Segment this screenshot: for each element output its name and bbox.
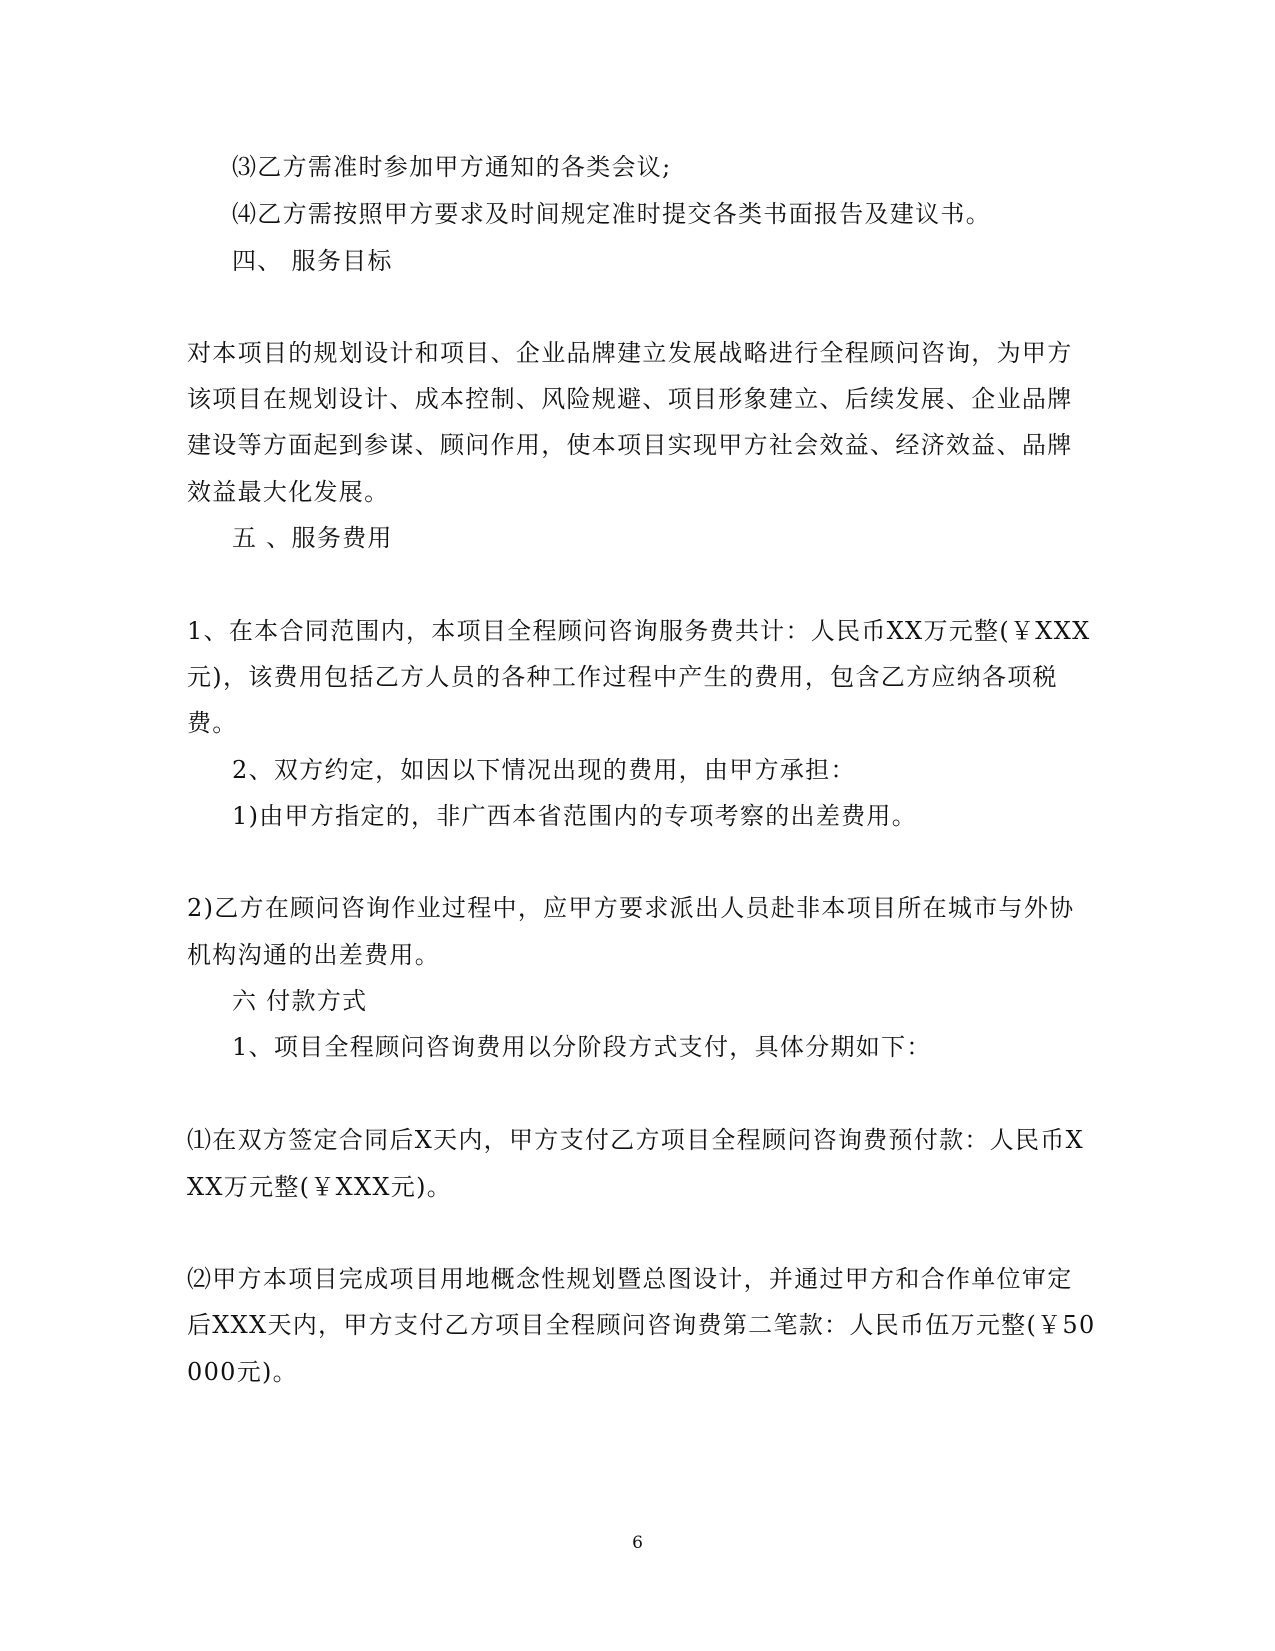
paragraph-line: 2)乙方在顾问咨询作业过程中，应甲方要求派出人员赴非本项目所在城市与外协 <box>187 894 1075 922</box>
paragraph-line: ⑴在双方签定合同后X天内，甲方支付乙方项目全程顾问咨询费预付款：人民币X <box>187 1126 1084 1154</box>
paragraph-line: 建设等方面起到参谋、顾问作用，使本项目实现甲方社会效益、经济效益、品牌 <box>187 431 1073 459</box>
paragraph-line: 1)由甲方指定的，非广西本省范围内的专项考察的出差费用。 <box>232 802 918 830</box>
clause-4-item: ⑷乙方需按照甲方要求及时间规定准时提交各类书面报告及建议书。 <box>232 200 991 228</box>
paragraph-line: 1、项目全程顾问咨询费用以分阶段方式支付，具体分期如下： <box>232 1033 932 1061</box>
section-heading-service-goal: 四、 服务目标 <box>232 247 393 275</box>
paragraph-line: 该项目在规划设计、成本控制、风险规避、项目形象建立、后续发展、企业品牌 <box>187 385 1073 413</box>
paragraph-line: 2、双方约定，如因以下情况出现的费用，由甲方承担： <box>232 756 856 784</box>
section-heading-service-fee: 五 、服务费用 <box>232 524 393 552</box>
paragraph-line: 效益最大化发展。 <box>187 478 390 506</box>
paragraph-line: 费。 <box>187 709 238 737</box>
paragraph-line: 元)，该费用包括乙方人员的各种工作过程中产生的费用，包含乙方应纳各项税 <box>187 663 1058 691</box>
paragraph-line: XX万元整(￥XXX元)。 <box>187 1173 453 1201</box>
paragraph-line: 机构沟通的出差费用。 <box>187 941 440 969</box>
paragraph-line: 对本项目的规划设计和项目、企业品牌建立发展战略进行全程顾问咨询，为甲方 <box>187 339 1073 367</box>
paragraph-line: 后XXX天内，甲方支付乙方项目全程顾问咨询费第二笔款：人民币伍万元整(￥50 <box>187 1311 1096 1339</box>
paragraph-line: 000元)。 <box>187 1358 298 1386</box>
page-number: 6 <box>632 1533 643 1553</box>
section-heading-payment: 六 付款方式 <box>232 987 368 1015</box>
paragraph-line: 1、在本合同范围内，本项目全程顾问咨询服务费共计：人民币XX万元整(￥XXX <box>187 617 1091 645</box>
clause-3-item: ⑶乙方需准时参加甲方通知的各类会议; <box>232 153 672 181</box>
paragraph-line: ⑵甲方本项目完成项目用地概念性规划暨总图设计，并通过甲方和合作单位审定 <box>187 1265 1073 1293</box>
